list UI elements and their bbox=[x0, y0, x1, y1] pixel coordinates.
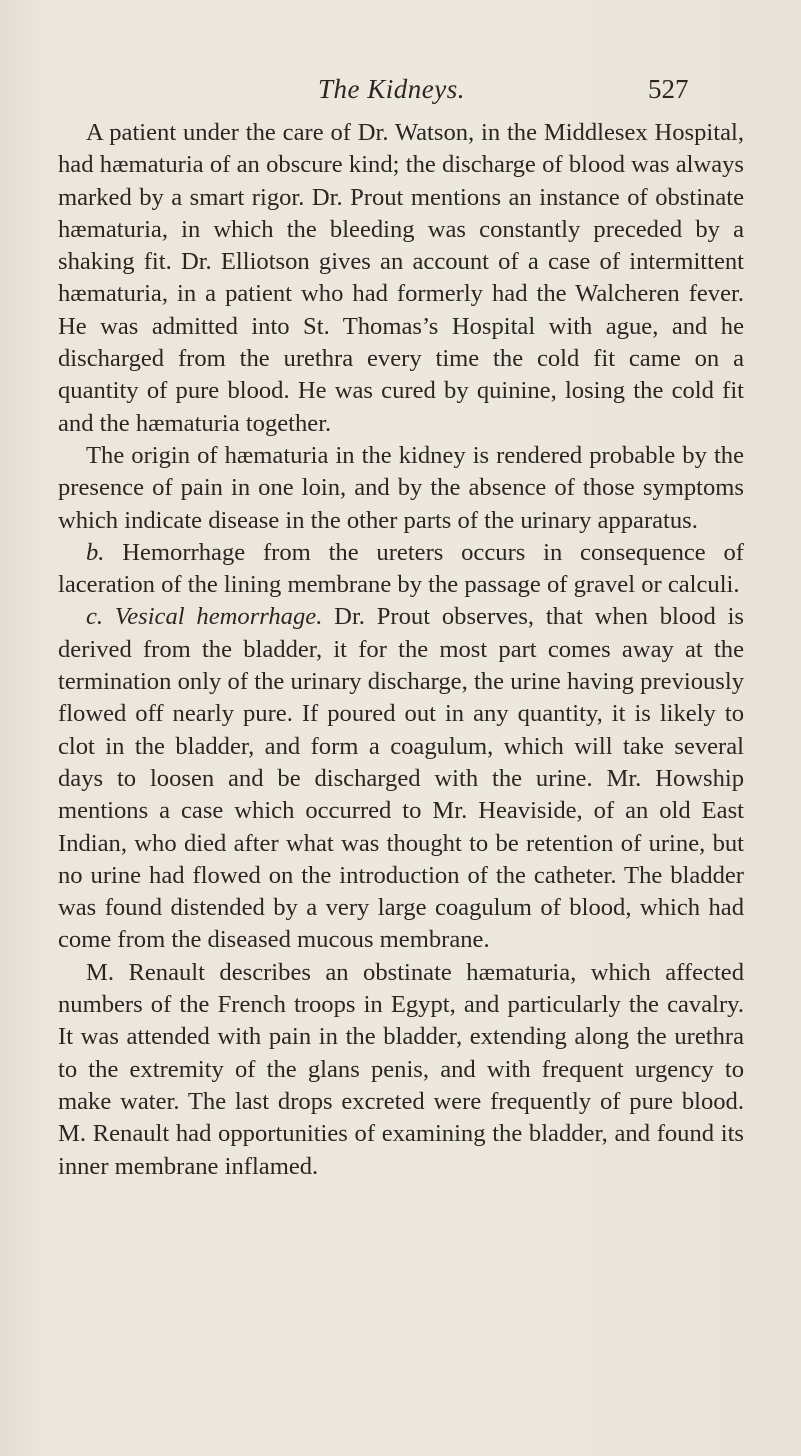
running-title: The Kidneys. bbox=[318, 74, 465, 104]
section-marker-b: b. bbox=[86, 538, 105, 566]
paragraph-watson-case: A patient under the care of Dr. Watson, in the Middlesex Hospital, had hæmaturia of an obscure kind; the discharge of blood was always marked by a smart rigor. Dr. Prout mentions an instance of obstinate hæmaturia, in which the bleeding was constantly preceded by a shaking fit. Dr. Elliotson gives an account of a case of intermittent hæmaturia, in a patient who had formerly had the Walcheren fever. He was admitted into St. Thomas’s Hospital with ague, and he discharged from the urethra every time the cold fit came on a quantity of pure blood. He was cured by quinine, losing the cold fit and the hæmaturia together. bbox=[58, 119, 744, 437]
section-heading-vesical: Vesical hemorrhage. bbox=[114, 603, 323, 631]
paragraph-ureters-text: Hemorrhage from the ureters occurs in consequence of laceration of the lining membrane by the passage of gravel or calculi. bbox=[58, 538, 744, 599]
body-text bbox=[58, 117, 744, 1183]
paragraph-renault: M. Renault describes an obstinate hæmaturia, which affected numbers of the French troops in Egypt, and particularly the cavalry. It was attended with pain in the bladder, extending along the urethra to the extremity of the glans penis, and with frequent urgency to make water. The last drops excreted were frequently of pure blood. M. Renault had opportunities of examining the bladder, and found its inner membrane inflamed. bbox=[58, 958, 744, 1180]
paragraph-vesical-text: Dr. Prout observes, that when blood is derived from the bladder, it for the most part comes away at the termination only of the urinary discharge, the urine having previously flowed off nearly pure. If poured out in any quantity, it is likely to clot in the bladder, and form a coagulum, which will take several days to loosen and be discharged with the urine. Mr. Howship mentions a case which occurred to Mr. Heaviside, of an old East Indian, who died after what was thought to be retention of urine, but no urine had flowed on the introduction of the catheter. The bladder was found distended by a very large coagulum of blood, which had come from the diseased mucous membrane. bbox=[58, 603, 744, 954]
page-number: 527 bbox=[648, 74, 689, 104]
section-marker-c: c. bbox=[86, 603, 104, 631]
page-header bbox=[0, 74, 801, 114]
paragraph-origin-kidney: The origin of hæmaturia in the kidney is rendered probable by the presence of pain in one loin, and by the absence of those symptoms which indicate disease in the other parts of the urinary apparatus. bbox=[58, 441, 744, 534]
paragraph-ureters bbox=[58, 537, 744, 602]
paragraph-vesical bbox=[58, 601, 744, 956]
